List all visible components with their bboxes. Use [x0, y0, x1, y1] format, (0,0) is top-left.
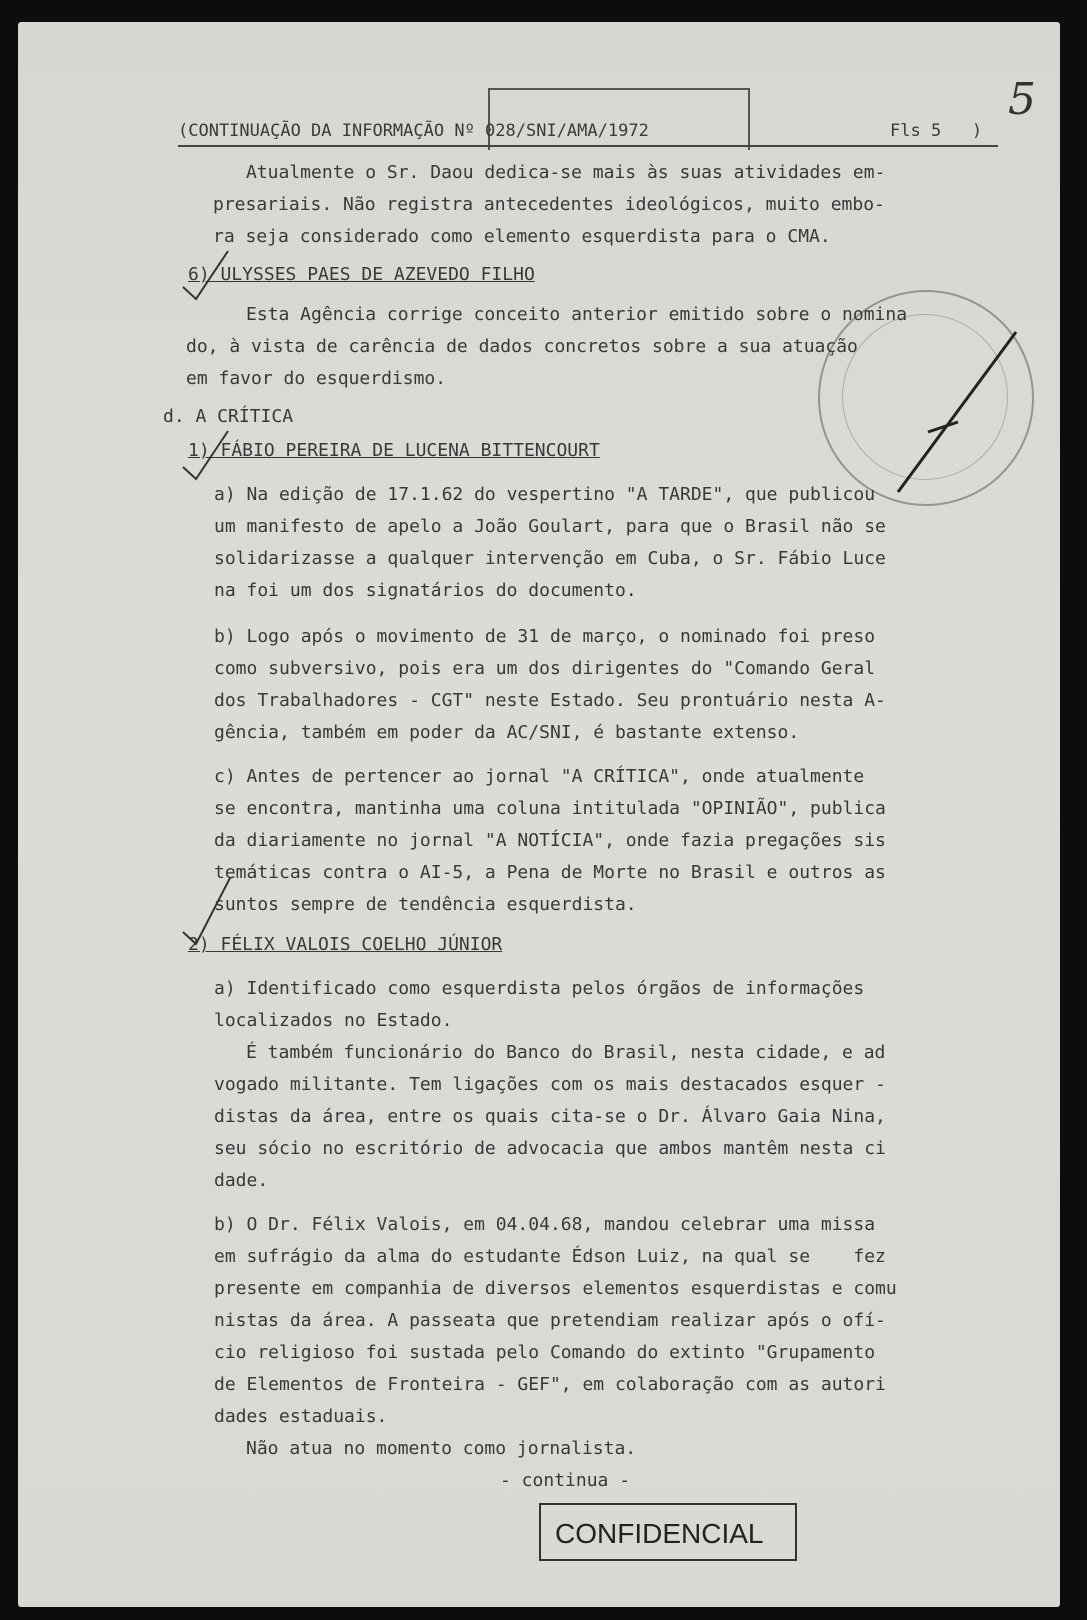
- signature-mark-icon: [888, 322, 1028, 512]
- paragraph-line: em favor do esquerdismo.: [186, 368, 447, 389]
- continua-note: - continua -: [500, 1470, 631, 1491]
- paragraph-line: dos Trabalhadores - CGT" neste Estado. Seu prontuário nesta A-: [214, 690, 886, 711]
- check-mark-icon: [178, 247, 238, 307]
- paragraph-line: É também funcionário do Banco do Brasil, nesta cidade, e ad: [246, 1042, 886, 1063]
- paragraph-line: b) Logo após o movimento de 31 de março, o nominado foi preso: [214, 626, 876, 647]
- paragraph-line: do, à vista de carência de dados concretos sobre a sua atuação: [186, 336, 858, 357]
- paragraph-line: b) O Dr. Félix Valois, em 04.04.68, mandou celebrar uma missa: [214, 1214, 876, 1235]
- paragraph-line: c) Antes de pertencer ao jornal "A CRÍTICA", onde atualmente: [214, 766, 865, 787]
- handwritten-page-number: 5: [1008, 74, 1036, 125]
- paragraph-line: temáticas contra o AI-5, a Pena de Morte no Brasil e outros as: [214, 862, 886, 883]
- section-heading: 1) FÁBIO PEREIRA DE LUCENA BITTENCOURT: [188, 440, 600, 461]
- paragraph-line: localizados no Estado.: [214, 1010, 453, 1031]
- paragraph-line: cio religioso foi sustada pelo Comando do extinto "Grupamento: [214, 1342, 876, 1363]
- header-page: Fls 5 ): [890, 121, 983, 141]
- document-page: [18, 22, 1060, 1607]
- paragraph-line: a) Identificado como esquerdista pelos órgãos de informações: [214, 978, 865, 999]
- section-heading: 2) FÉLIX VALOIS COELHO JÚNIOR: [188, 934, 503, 955]
- paragraph-line: distas da área, entre os quais cita-se o Dr. Álvaro Gaia Nina,: [214, 1106, 886, 1127]
- paragraph-line: ra seja considerado como elemento esquerdista para o CMA.: [213, 226, 831, 247]
- paragraph-line: Atualmente o Sr. Daou dedica-se mais às suas atividades em-: [246, 162, 886, 183]
- paragraph-line: em sufrágio da alma do estudante Édson Luiz, na qual se fez: [214, 1246, 886, 1267]
- confidential-stamp: CONFIDENCIAL: [539, 1503, 797, 1561]
- paragraph-line: de Elementos de Fronteira - GEF", em colaboração com as autori: [214, 1374, 886, 1395]
- paragraph-line: presariais. Não registra antecedentes ideológicos, muito embo-: [213, 194, 885, 215]
- paragraph-line: se encontra, mantinha uma coluna intitulada "OPINIÃO", publica: [214, 798, 886, 819]
- paragraph-line: um manifesto de apelo a João Goulart, para que o Brasil não se: [214, 516, 886, 537]
- check-mark-icon: [178, 872, 238, 952]
- paragraph-line: nistas da área. A passeata que pretendiam realizar após o ofí-: [214, 1310, 886, 1331]
- document-header: [178, 117, 998, 147]
- paragraph-line: gência, também em poder da AC/SNI, é bastante extenso.: [214, 722, 800, 743]
- paragraph-line: presente em companhia de diversos elementos esquerdistas e comu: [214, 1278, 897, 1299]
- paragraph-line: como subversivo, pois era um dos dirigentes do "Comando Geral: [214, 658, 876, 679]
- paragraph-line: vogado militante. Tem ligações com os mais destacados esquer -: [214, 1074, 886, 1095]
- paragraph-line: Esta Agência corrige conceito anterior emitido sobre o nomina: [246, 304, 908, 325]
- paragraph-line: a) Na edição de 17.1.62 do vespertino "A TARDE", que publicou: [214, 484, 876, 505]
- paragraph-line: seu sócio no escritório de advocacia que ambos mantêm nesta ci: [214, 1138, 886, 1159]
- paragraph-line: da diariamente no jornal "A NOTÍCIA", onde fazia pregações sis: [214, 830, 886, 851]
- header-title: (CONTINUAÇÃO DA INFORMAÇÃO Nº 028/SNI/AMA/1972: [178, 121, 649, 141]
- paragraph-line: suntos sempre de tendência esquerdista.: [214, 894, 637, 915]
- check-mark-icon: [178, 427, 238, 487]
- section-heading: 6) ULYSSES PAES DE AZEVEDO FILHO: [188, 264, 535, 285]
- paragraph-line: dade.: [214, 1170, 269, 1191]
- paragraph-line: solidarizasse a qualquer intervenção em Cuba, o Sr. Fábio Luce: [214, 548, 886, 569]
- paragraph-line: dades estaduais.: [214, 1406, 388, 1427]
- paragraph-line: Não atua no momento como jornalista.: [246, 1438, 637, 1459]
- paragraph-line: na foi um dos signatários do documento.: [214, 580, 637, 601]
- section-heading: d. A CRÍTICA: [163, 406, 294, 427]
